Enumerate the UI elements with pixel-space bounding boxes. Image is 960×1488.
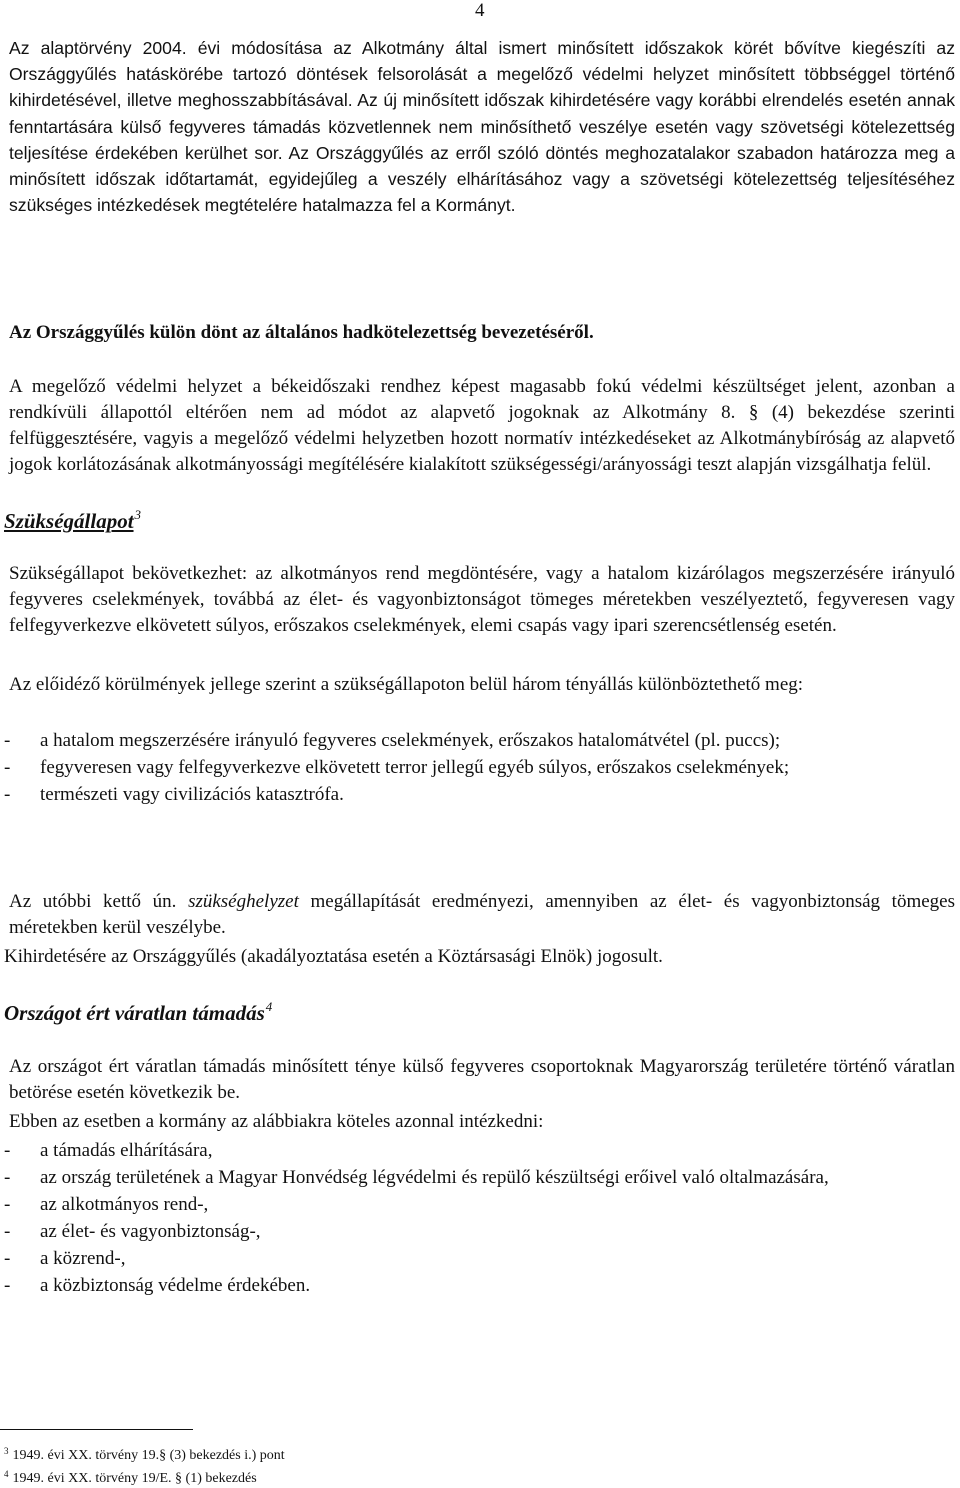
list-item: - az élet- és vagyonbiztonság-, (4, 1218, 955, 1245)
lead-paragraph: Az alaptörvény 2004. évi módosítása az Alkotmány által ismert minősített időszakok körét bővítve kiegészíti az Országgyűlés hatáskörébe tartozó döntések felsorolását a megelőző védelmi helyzet minősített többséggel történő kihirdetésével, illetve meghosszabbításával. Az új minősített időszak kihirdetésére vagy korábbi elrendelés esetén annak fenntartására külső fegyveres támadás közvetlennek nem minősíthető veszélye esetén vagy szövetségi kötelezettség teljesítése érdekében kerülhet sor. Az Országgyűlés az erről szóló döntés meghozatalakor szabadon határozza meg a minősített időszak időtartamát, egyidejűleg a veszély elhárításához vagy a szövetségi kötelezettség teljesítéséhez szükséges intézkedések megtételére hatalmazza fel a Kormányt. (9, 38, 955, 216)
emergency-term: szükséghelyzet (188, 891, 299, 912)
attack-heading (4, 999, 272, 1026)
footnote-ref-4: 4 (265, 999, 273, 1014)
list-item: - fegyveresen vagy felfegyverkezve elkövetett terror jellegű egyéb súlyos, erőszakos cselekmények; (4, 754, 955, 781)
footnote-4: $^4$ 1949. évi XX. törvény 19/E. § (1) bekezdés (4, 1469, 257, 1486)
emergency-list (4, 727, 955, 808)
page-number: 4 (475, 0, 485, 21)
list-dash: - (4, 1275, 11, 1296)
emergency-declaration: Kihirdetésére az Országgyűlés (akadályoztatása esetén a Köztársasági Elnök) jogosult. (4, 946, 663, 967)
attack-intro: Ebben az esetben a kormány az alábbiakra köteles azonnal intézkedni: (9, 1111, 544, 1132)
emergency-heading-text: Szükségállapot (4, 509, 134, 533)
list-item: - a hatalom megszerzésére irányuló fegyveres cselekmények, erőszakos hatalomátvétel (pl. puccs); (4, 727, 955, 754)
emergency-latter-note: Az utóbbi kettő ún. szükséghelyzet megállapítását eredményezi, amennyiben az élet- és vagyonbiztonság tömeges méretekben kerül veszélybe. (9, 891, 955, 938)
footnote-separator (0, 1429, 193, 1430)
footnote-ref-3: 3 (134, 507, 142, 522)
preventive-defence-paragraph: A megelőző védelmi helyzet a békeidőszaki rendhez képest magasabb fokú védelmi készültséget jelent, azonban a rendkívüli állapottól eltérően nem ad módot az alapvető jogoknak az Alkotmány 8. § (4) bekezdése szerinti felfüggesztésére, vagyis a megelőző védelmi helyzetben hozott normatív intézkedéseket az Alkotmánybíróság az alapvető jogok korlátozásának alkotmányossági megítélésére kialakított szükségességi/arányossági teszt alapján vizsgálhatja felül. (9, 376, 955, 475)
list-dash: - (4, 1140, 11, 1161)
list-item: - a közrend-, (4, 1245, 955, 1272)
general-conscription-statement: Az Országgyűlés külön dönt az általános hadkötelezettség bevezetéséről. (9, 322, 594, 343)
list-item: - az ország területének a Magyar Honvédség légvédelmi és repülő készültségi erőivel való oltalmazására, (4, 1164, 955, 1191)
list-item: - a közbiztonság védelme érdekében. (4, 1272, 955, 1299)
attack-heading-text: Országot ért váratlan támadás (4, 1001, 265, 1025)
list-item: - az alkotmányos rend-, (4, 1191, 955, 1218)
list-dash: - (4, 784, 11, 805)
emergency-intro: Az előidéző körülmények jellege szerint a szükségállapoton belül három tényállás különböztethető meg: (9, 674, 804, 695)
footnotes (4, 1442, 285, 1488)
list-dash: - (4, 1167, 11, 1188)
list-dash: - (4, 730, 11, 751)
list-dash: - (4, 757, 11, 778)
list-item: - a támadás elhárítására, (4, 1137, 955, 1164)
attack-definition: Az országot ért váratlan támadás minősített ténye külső fegyveres csoportoknak Magyarország területére történő váratlan betörése esetén következik be. (9, 1056, 955, 1103)
list-item: - természeti vagy civilizációs katasztrófa. (4, 781, 955, 808)
emergency-heading (4, 507, 141, 534)
list-dash: - (4, 1221, 11, 1242)
list-dash: - (4, 1248, 11, 1269)
footnote-3: $^3$ 1949. évi XX. törvény 19.§ (3) bekezdés i.) pont (4, 1446, 285, 1463)
emergency-definition: Szükségállapot bekövetkezhet: az alkotmányos rend megdöntésére, vagy a hatalom kizárólagos megszerzésére irányuló fegyveres cselekmények, továbbá az élet- és vagyonbiztonságot tömeges méretekben veszélyeztető, fegyveresen vagy felfegyverkezve elkövetett súlyos, erőszakos cselekmények, elemi csapás vagy ipari szerencsétlenség esetén. (9, 563, 955, 636)
attack-list (4, 1137, 955, 1299)
list-dash: - (4, 1194, 11, 1215)
